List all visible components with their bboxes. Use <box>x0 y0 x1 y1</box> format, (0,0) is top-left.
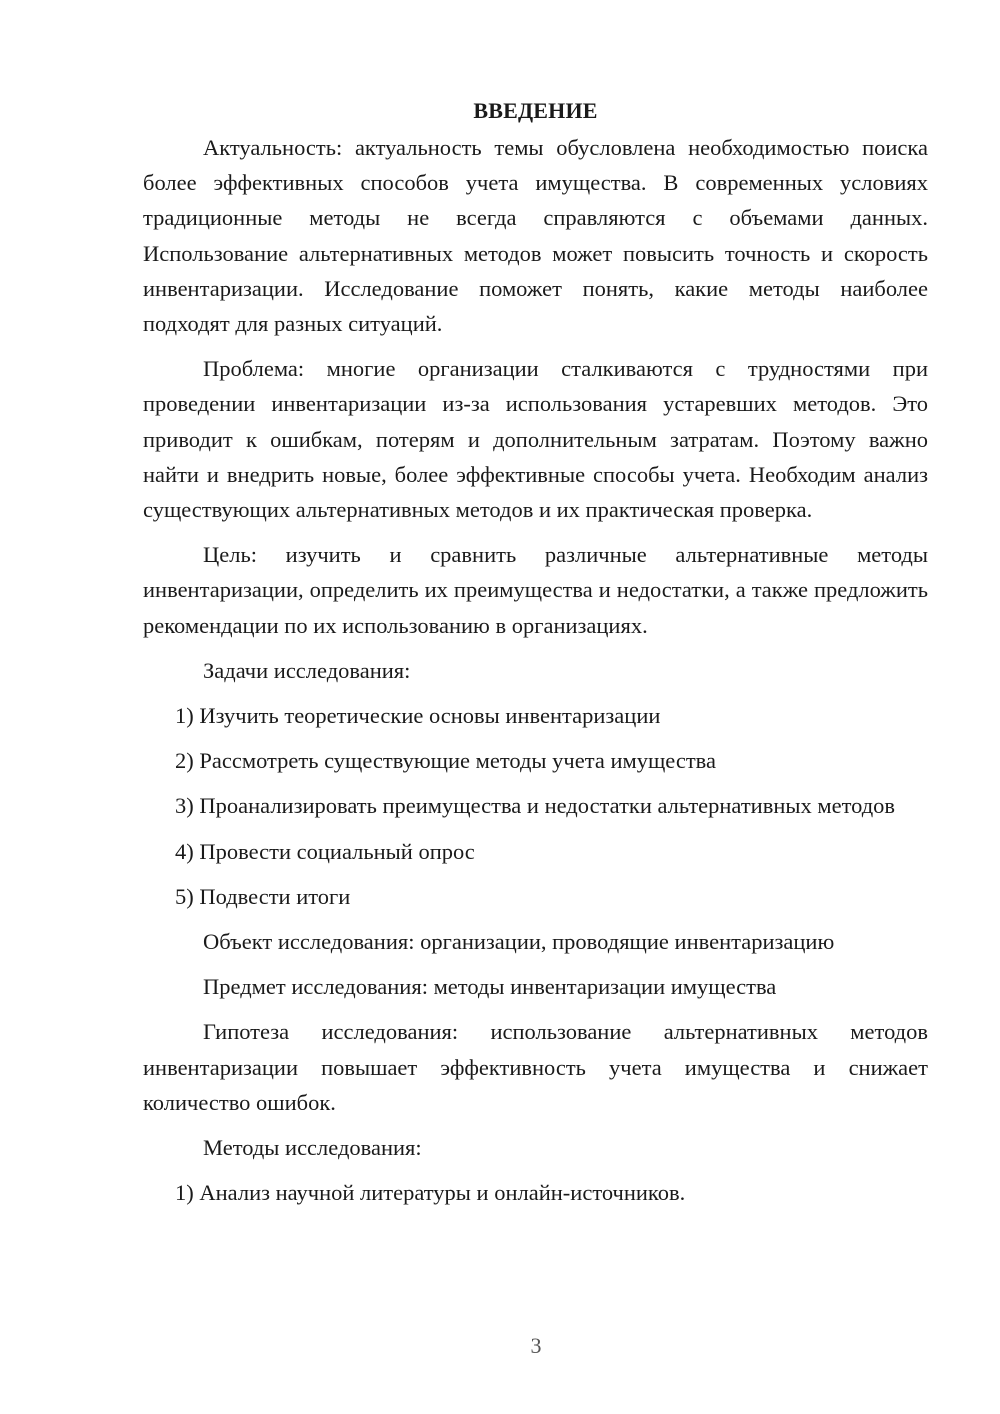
task-item: 1) Изучить теоретические основы инвентаризации <box>175 703 661 729</box>
task-item: 3) Проанализировать преимущества и недостатки альтернативных методов <box>175 793 896 819</box>
methods-heading: Методы исследования: <box>203 1135 422 1161</box>
hypothesis-paragraph: Гипотеза исследования: использование альтернативных методов инвентаризации повышает эффективность учета имущества и снижает количество ошибок. <box>143 1019 928 1115</box>
research-subject: Предмет исследования: методы инвентаризации имущества <box>203 974 777 1000</box>
page-number: 3 <box>530 1333 542 1358</box>
research-object: Объект исследования: организации, проводящие инвентаризацию <box>203 929 835 955</box>
goal-paragraph: Цель: изучить и сравнить различные альтернативные методы инвентаризации, определить их преимущества и недостатки, а также предложить рекомендации по их использованию в организациях. <box>143 542 928 638</box>
task-item: 4) Провести социальный опрос <box>175 838 475 864</box>
page-content <box>143 92 928 1220</box>
task-item: 5) Подвести итоги <box>175 883 351 909</box>
tasks-heading: Задачи исследования: <box>203 657 411 683</box>
problem-paragraph: Проблема: многие организации сталкиваются с трудностями при проведении инвентаризации из-за использования устаревших методов. Это приводит к ошибкам, потерям и дополнительным затратам. Поэтому важно найти и внедрить новые, более эффективные способы учета. Необходим анализ существующих альтернативных методов и их практическая проверка. <box>143 356 928 523</box>
relevance-paragraph: Актуальность: актуальность темы обусловлена необходимостью поиска более эффективных способов учета имущества. В современных условиях традиционные методы не всегда справляются с объемами данных. Использование альтернативных методов может повысить точность и скорость инвентаризации. Исследование поможет понять, какие методы наиболее подходят для разных ситуаций. <box>143 135 928 337</box>
task-item: 2) Рассмотреть существующие методы учета имущества <box>175 748 716 774</box>
method-item: 1) Анализ научной литературы и онлайн-источников. <box>175 1180 686 1206</box>
page-title: ВВЕДЕНИЕ <box>473 98 598 123</box>
